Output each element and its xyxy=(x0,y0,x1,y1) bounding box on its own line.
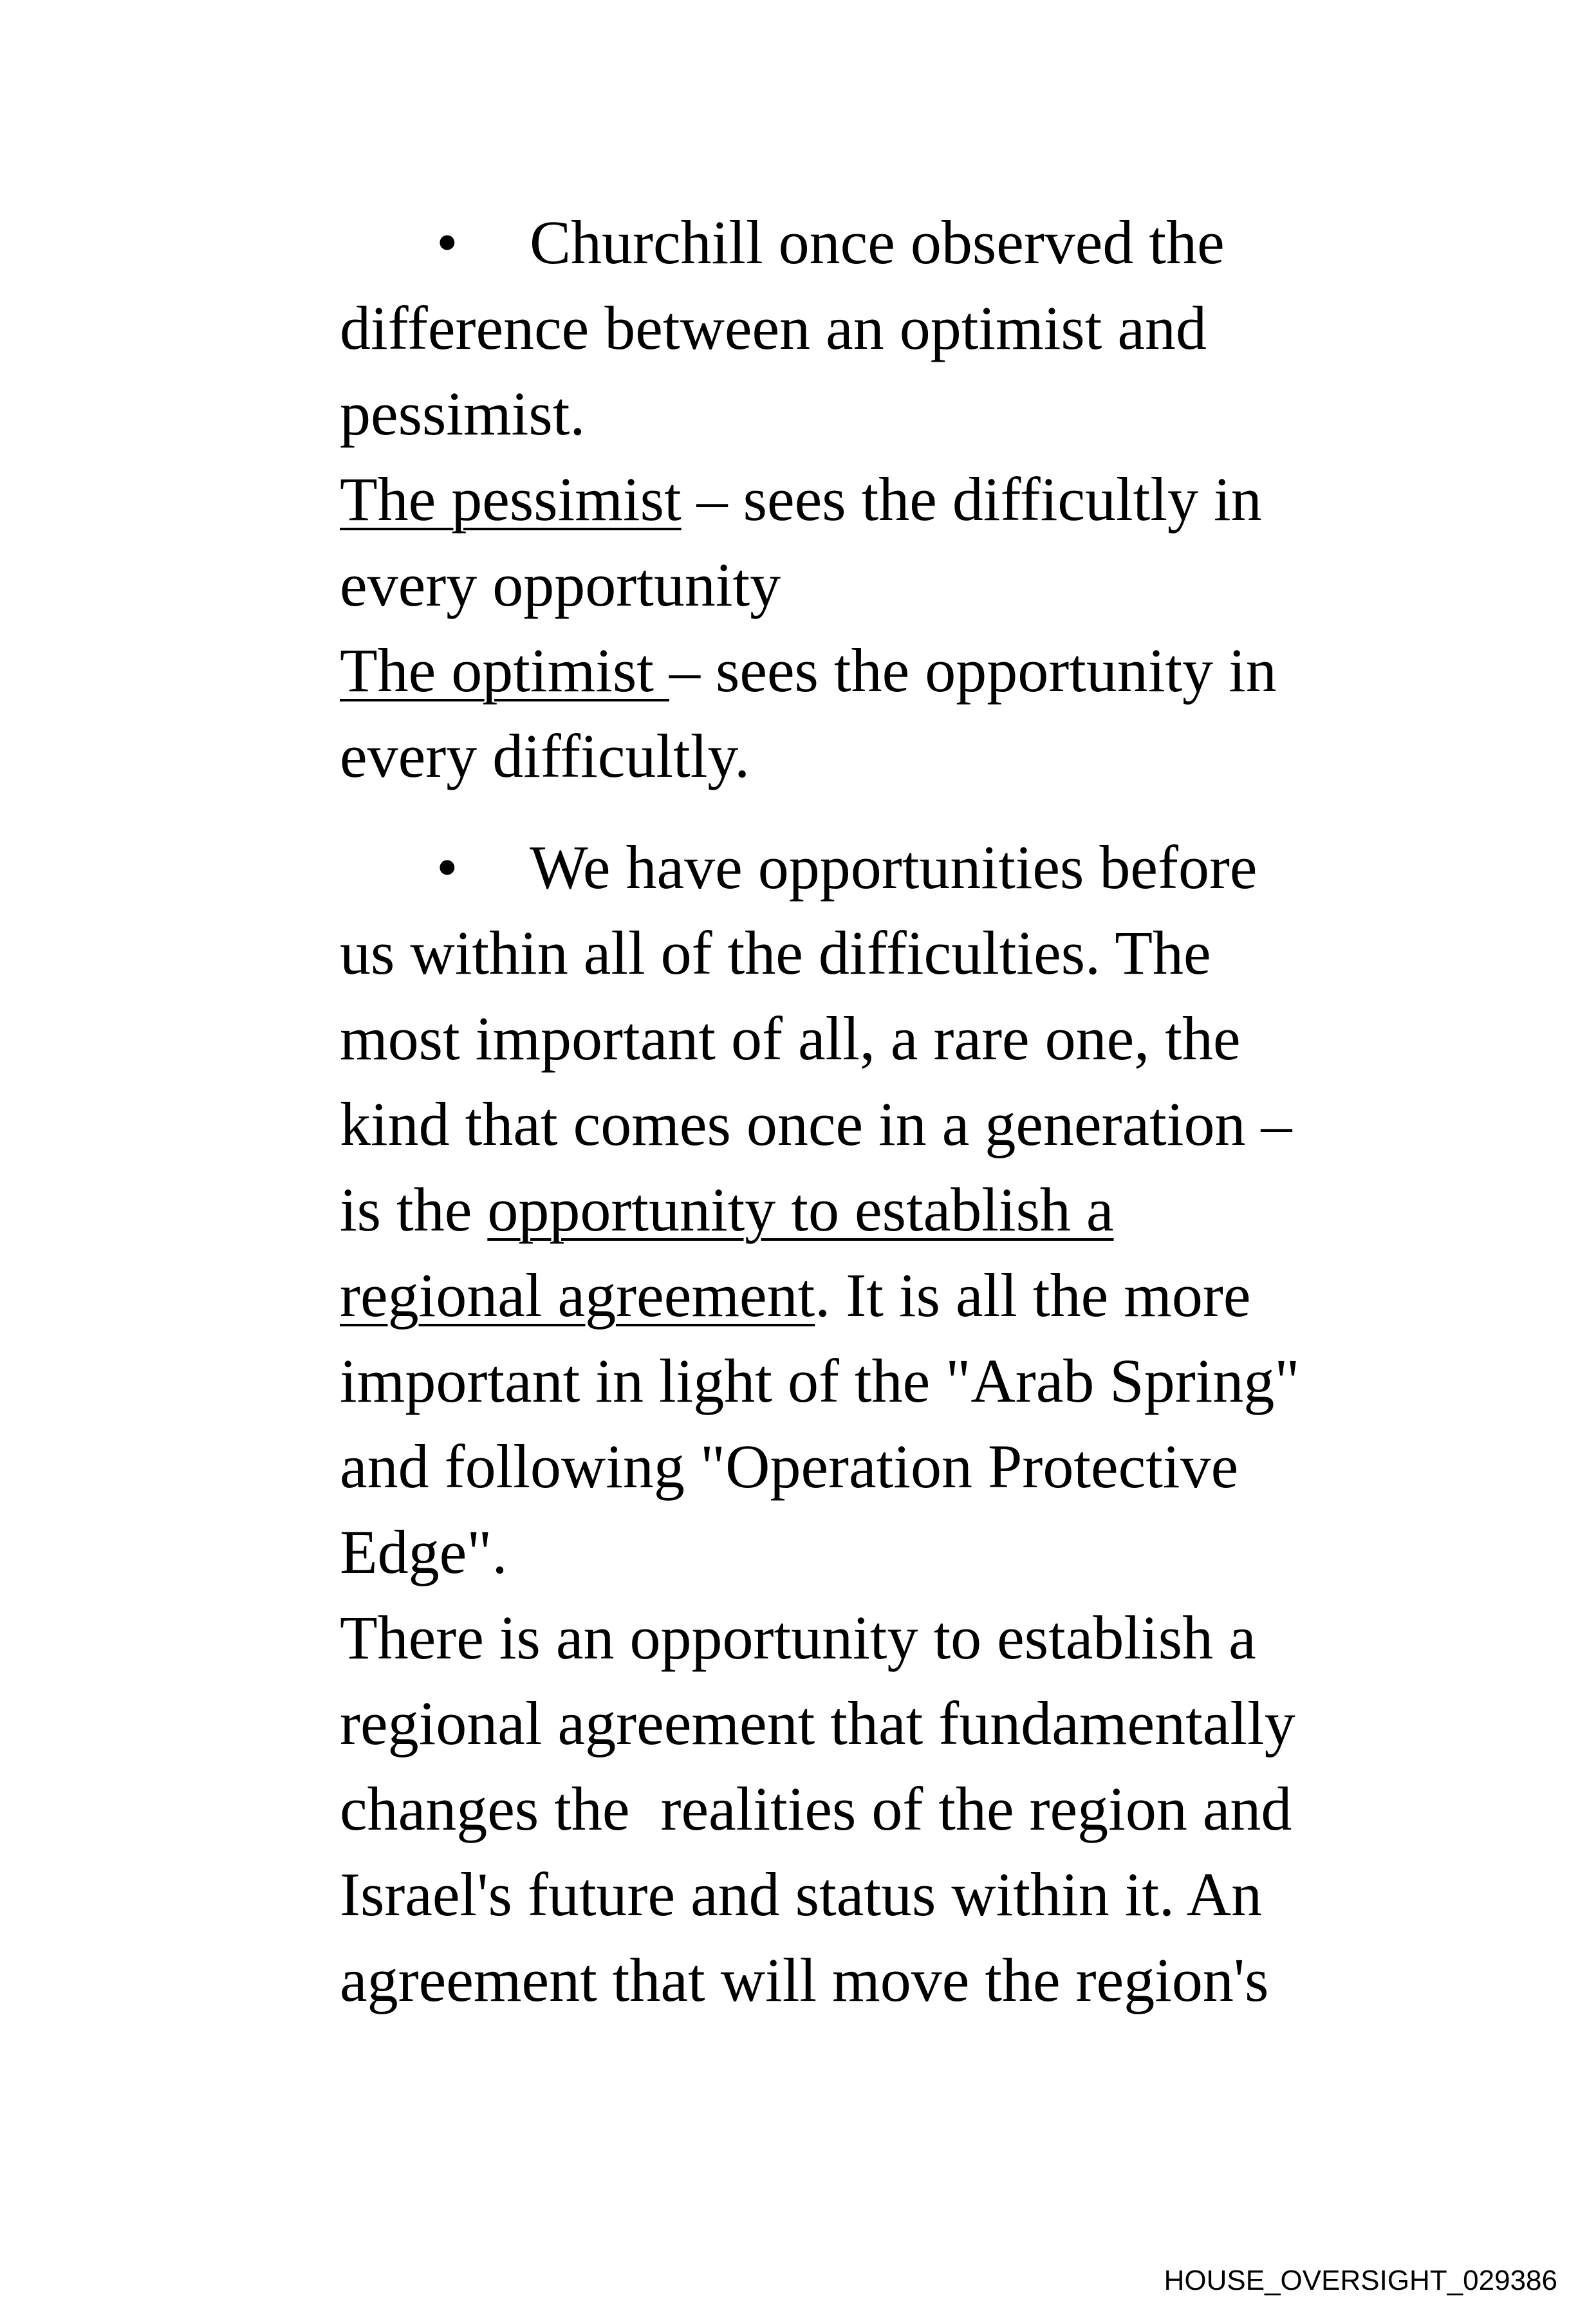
paragraph-line: There is an opportunity to establish a xyxy=(340,1603,1256,1672)
document-body xyxy=(340,200,1402,2023)
paragraph-line xyxy=(340,1252,1402,1338)
underlined-term: opportunity to establish a xyxy=(487,1175,1114,1244)
paragraph-line: every opportunity xyxy=(340,550,781,619)
paragraph-line: most important of all, a rare one, the xyxy=(340,1004,1241,1073)
paragraph-line: every difficultly. xyxy=(340,721,750,790)
paragraph-line: changes the realities of the region and xyxy=(340,1774,1292,1843)
paragraph-line: and following "Operation Protective xyxy=(340,1432,1239,1501)
paragraph-line: important in light of the "Arab Spring" xyxy=(340,1346,1300,1415)
paragraph-line: Israel's future and status within it. An xyxy=(340,1860,1263,1929)
underlined-term: The pessimist xyxy=(340,465,682,534)
bullet-marker: • xyxy=(436,833,458,902)
text-segment: Churchill once observed the xyxy=(530,208,1225,277)
paragraph-line: agreement that will move the region's xyxy=(340,1945,1269,2014)
paragraph-line xyxy=(340,456,1402,542)
text-segment: – sees the difficultly in xyxy=(681,465,1262,534)
text-segment: We have opportunities before xyxy=(530,833,1257,902)
paragraph-line: difference between an optimist and xyxy=(340,293,1207,362)
bullet-marker: • xyxy=(436,208,458,277)
paragraph-line: pessimist. xyxy=(340,379,586,448)
paragraph-line: regional agreement that fundamentally xyxy=(340,1689,1295,1758)
paragraph-line xyxy=(340,1167,1402,1252)
bates-stamp: HOUSE_OVERSIGHT_029386 xyxy=(1164,2265,1557,2296)
underlined-term: The optimist xyxy=(340,636,669,705)
underlined-term: regional agreement xyxy=(340,1261,815,1330)
paragraph-line: kind that comes once in a generation – xyxy=(340,1090,1292,1158)
paragraph-line xyxy=(340,200,1402,285)
paragraph-gap xyxy=(340,799,1402,824)
text-segment: – sees the opportunity in xyxy=(669,636,1277,705)
text-segment: . It is all the more xyxy=(815,1261,1251,1330)
paragraph-line xyxy=(340,824,1402,910)
text-segment: is the xyxy=(340,1175,488,1244)
paragraph-line xyxy=(340,627,1402,713)
paragraph-line: us within all of the difficulties. The xyxy=(340,918,1211,987)
paragraph-line: Edge". xyxy=(340,1518,508,1586)
